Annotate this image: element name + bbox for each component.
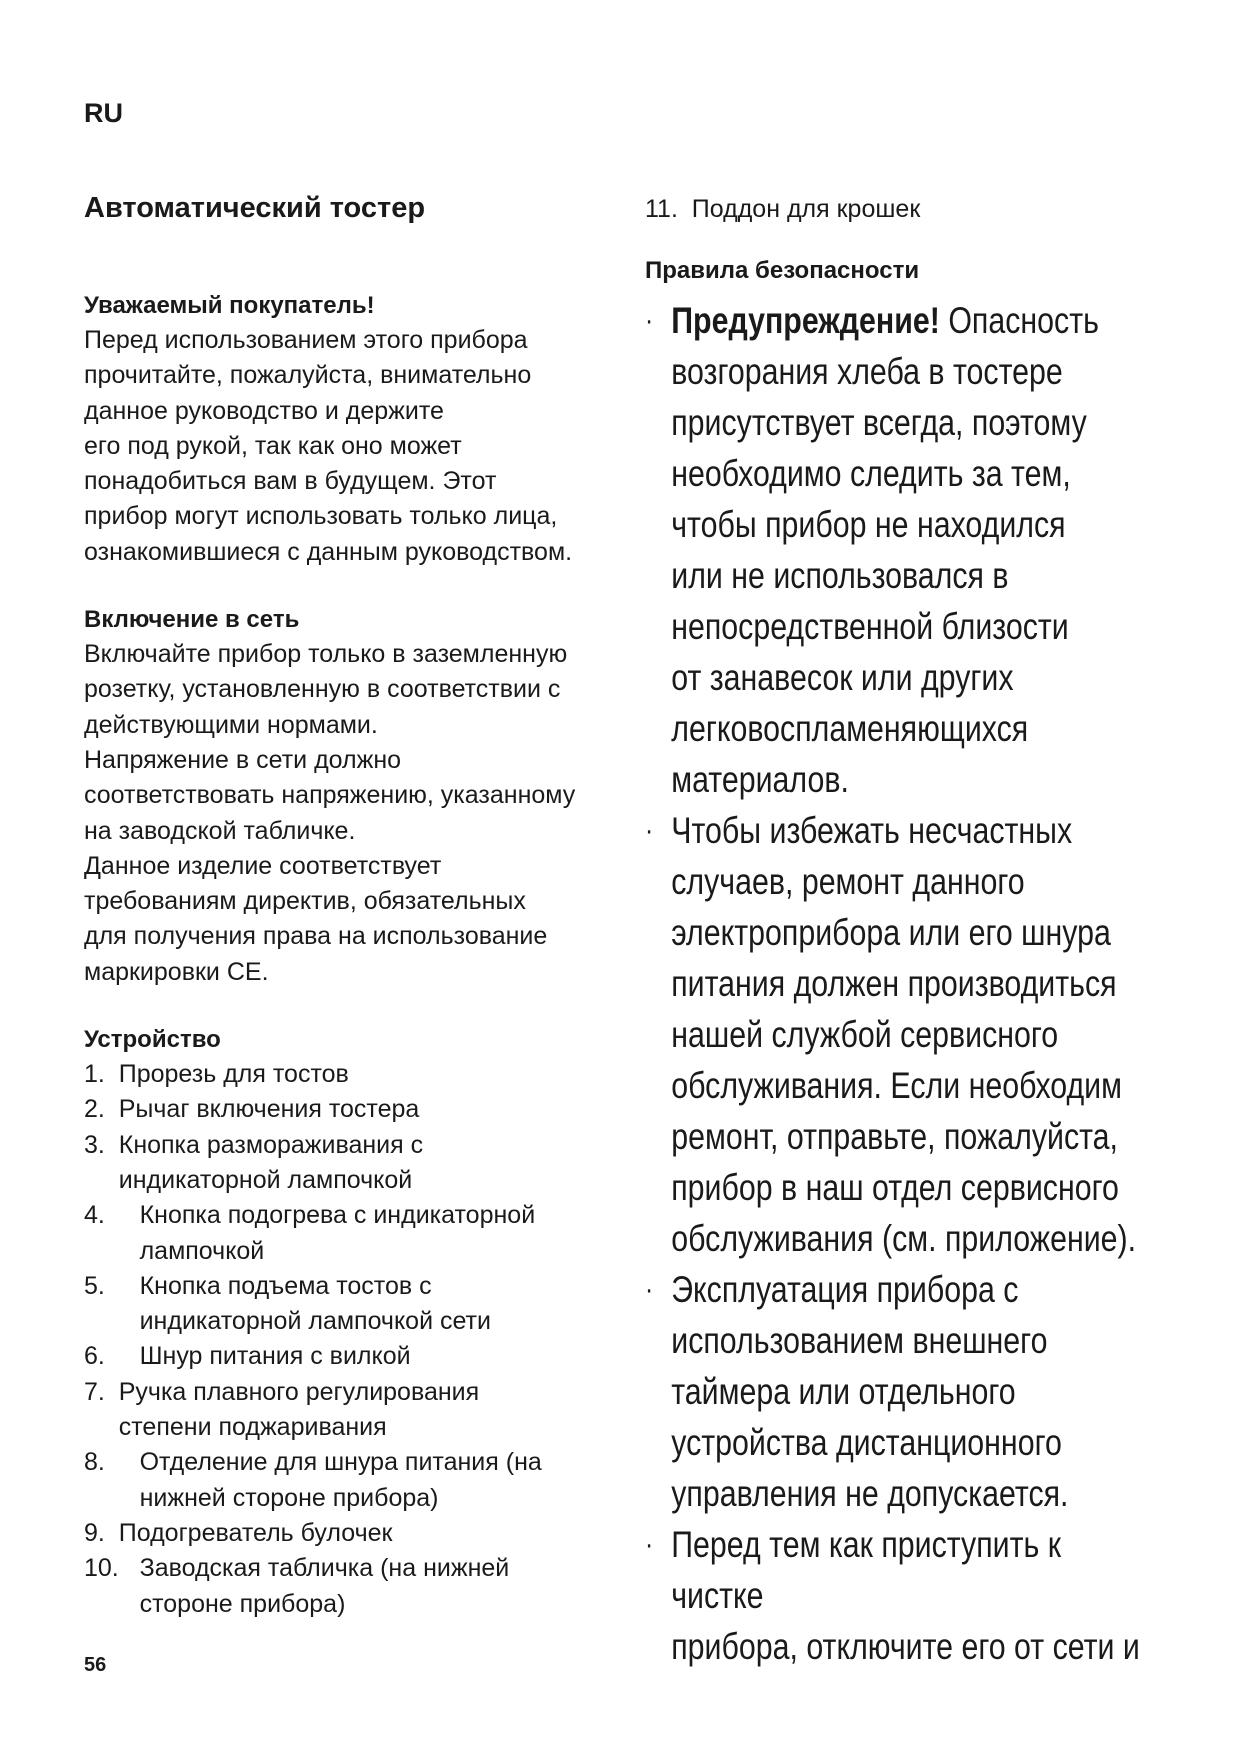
page-number: 56	[84, 1654, 107, 1676]
bullet-icon: ·	[645, 814, 654, 847]
safety-item: · Предупреждение! Опасность возгорания хлеба в тостере присутствует всегда, поэтому необходимо следить за тем, чтобы прибор не находился или не использовался в непосредственной близости от занавесок или других легковоспламеняющихся материалов.	[645, 295, 1155, 805]
safety-item: · Перед тем как приступить к чистке прибора, отключите его от сети и	[645, 1519, 1155, 1672]
power-text: Включайте прибор только в заземленную розетку, установленную в соответствии с действующими нормами. Напряжение в сети должно соответствовать напряжению, указанному на заводской табличке. Данное изделие соответствует требованиям директив, обязательных для получения права на использование маркировки CE.	[84, 640, 576, 986]
bullet-icon: ·	[645, 1528, 654, 1561]
list-item: 8. Отделение для шнура питания (на нижней стороне прибора)	[84, 1448, 542, 1512]
list-item: 6. Шнур питания с вилкой	[84, 1342, 411, 1371]
list-item: 10. Заводская табличка (на нижней стороне прибора)	[84, 1554, 510, 1618]
list-item: 2. Рычаг включения тостера	[84, 1095, 420, 1124]
list-item-11: 11. Поддон для крошек	[645, 195, 921, 223]
device-heading: Устройство	[84, 1026, 221, 1054]
language-code: RU	[84, 98, 123, 128]
safety-rules-list	[645, 295, 1175, 1672]
safety-item: · Чтобы избежать несчастных случаев, ремонт данного электроприбора или его шнура питания должен производиться нашей службой сервисного обслуживания. Если необходим ремонт, отправьте, пожалуйста, прибор в наш отдел сервисного обслуживания (см. приложение).	[645, 805, 1155, 1264]
safety-heading: Правила безопасности	[645, 257, 920, 284]
greeting-text: Перед использованием этого прибора прочитайте, пожалуйста, внимательно данное руководство и держите его под рукой, так как оно может понадобиться вам в будущем. Этот прибор могут использовать только лица, ознакомившиеся с данным руководством.	[84, 326, 573, 566]
right-column	[645, 192, 1175, 1672]
safety-item: · Эксплуатация прибора с использованием внешнего таймера или отдельного устройства дистанционного управления не допускается.	[645, 1264, 1155, 1519]
document-title: Автоматический тостер	[84, 192, 426, 224]
greeting-heading: Уважаемый покупатель!	[84, 292, 375, 319]
list-item: 7. Ручка плавного регулирования степени поджаривания	[84, 1377, 480, 1442]
power-heading: Включение в сеть	[84, 606, 300, 634]
list-item: 3. Кнопка размораживания с индикаторной лампочкой	[84, 1130, 424, 1194]
warning-label: Предупреждение!	[671, 300, 940, 341]
bullet-icon: ·	[645, 304, 654, 337]
list-item: 9. Подогреватель булочек	[84, 1518, 393, 1547]
list-item: 5. Кнопка подъема тостов с индикаторной лампочкой сети	[84, 1271, 491, 1336]
left-column	[84, 190, 624, 1622]
list-item: 4. Кнопка подогрева с индикаторной лампочкой	[84, 1201, 536, 1265]
list-item: 1. Прорезь для тостов	[84, 1060, 349, 1089]
bullet-icon: ·	[645, 1273, 654, 1306]
device-parts-list	[84, 1057, 624, 1622]
